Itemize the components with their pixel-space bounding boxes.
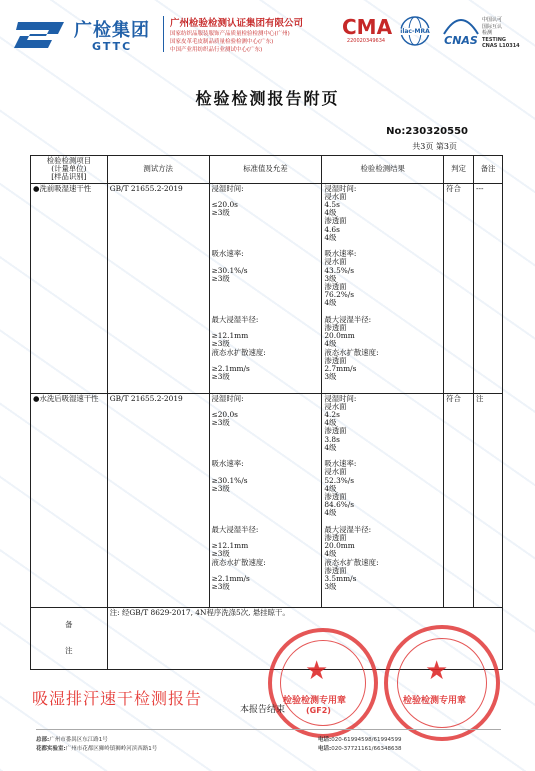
ilac-label: ilac-MRA xyxy=(396,28,434,35)
notes-label-char: 备 xyxy=(65,619,73,629)
cell-line: ≥2.1mm/s xyxy=(211,364,250,374)
cell-line: 浸湿时间: xyxy=(324,183,357,193)
notes-label-char: 注 xyxy=(65,646,73,656)
cell-line: 浸湿时间: xyxy=(324,393,357,403)
row-method: GB/T 21655.2-2019 xyxy=(107,183,209,393)
cell-line: 渗透面 xyxy=(324,216,347,226)
cell-line: ≥3级 xyxy=(211,418,230,428)
cell-line: 4级 xyxy=(324,483,337,493)
left-stamp-label: 检验检测专用章 xyxy=(283,696,347,706)
cma-number: 220020349634 xyxy=(346,38,386,44)
footer-phone xyxy=(318,735,402,743)
cell-line: 浸水面 xyxy=(324,257,347,267)
cnas-logo-icon xyxy=(440,12,482,52)
org-sub-line: 国家纺织品服装服饰产品质量检验检测中心(广州) xyxy=(170,31,290,37)
cell-line: 浸湿时间: xyxy=(211,393,244,403)
header-judgement: 判定 xyxy=(444,156,474,184)
ilac-mra-logo-icon xyxy=(396,14,434,52)
cell-line: ≥3级 xyxy=(211,273,230,283)
cell-line: 4.2s xyxy=(324,410,340,420)
overlay-title: 吸湿排汗速干检测报告 xyxy=(32,689,203,708)
footer-phone2-label: 电话: xyxy=(318,746,332,752)
row-remark: 注 xyxy=(474,393,503,607)
cell-line: 渗透面 xyxy=(324,282,347,292)
cell-line: 液态水扩散速度: xyxy=(211,347,266,357)
cell-line: ≥3级 xyxy=(211,549,230,559)
cnas-text-line: 国际互认 xyxy=(482,23,503,30)
cell-line: 渗透面 xyxy=(324,323,347,333)
footer-phone2-value: 020-37721161/66348638 xyxy=(331,746,402,752)
cell-line: 3级 xyxy=(324,273,337,283)
cell-line xyxy=(212,234,320,242)
cell-line: 20.0mm xyxy=(324,331,355,341)
cell-line: 4级 xyxy=(324,508,337,518)
cell-line: 4级 xyxy=(324,442,337,452)
cell-line: 吸水速率: xyxy=(211,459,244,469)
cell-line: 3.5mm/s xyxy=(324,574,357,584)
row-item: ●洗前吸湿速干性 xyxy=(31,183,108,393)
left-stamp-code: (GF2) xyxy=(306,706,331,715)
header-standard: 标准值及允差 xyxy=(209,156,322,184)
cell-line: 2.7mm/s xyxy=(324,364,357,374)
cell-line: 最大浸湿半径: xyxy=(324,524,372,534)
cell-line: 4.5s xyxy=(324,200,340,210)
cell-line xyxy=(212,493,320,501)
cell-line xyxy=(212,501,320,509)
cell-line: 吸水速率: xyxy=(324,459,357,469)
cell-line: ≥2.1mm/s xyxy=(211,574,250,584)
stamp-star-icon: ★ xyxy=(425,656,449,686)
row-judgement: 符合 xyxy=(444,393,474,607)
cnas-accreditation-text xyxy=(482,17,520,50)
header-item-line: [样品识别] xyxy=(51,172,87,182)
row-method: GB/T 21655.2-2019 xyxy=(107,393,209,607)
row-judgement: 符合 xyxy=(444,183,474,393)
cell-line: 浸水面 xyxy=(324,191,347,201)
right-stamp-label: 检验检测专用章 xyxy=(403,696,467,706)
cell-line: 吸水速率: xyxy=(211,249,244,259)
header-result: 检验检测结果 xyxy=(322,156,444,184)
cell-line: 4级 xyxy=(324,339,337,349)
cell-line xyxy=(212,427,320,435)
cell-line xyxy=(212,291,320,299)
cell-line: ≥3级 xyxy=(211,372,230,382)
cell-line: ≥12.1mm xyxy=(211,541,249,551)
cell-line: 4级 xyxy=(324,208,337,218)
footer-divider xyxy=(36,729,501,730)
cell-line: 最大浸湿半径: xyxy=(211,524,259,534)
org-name: 广州检验检测认证集团有限公司 xyxy=(170,18,304,29)
cell-line: 84.6%/s xyxy=(324,500,355,510)
page-title: 检验检测报告附页 xyxy=(195,89,340,108)
row-result xyxy=(322,183,444,393)
report-end-note: 本报告结束 xyxy=(240,705,286,715)
row-remark: --- xyxy=(474,183,503,393)
brand-name-en: GTTC xyxy=(92,40,133,53)
cell-line: 最大浸湿半径: xyxy=(324,314,372,324)
stamp-star-icon: ★ xyxy=(305,656,329,686)
notes-label xyxy=(31,607,108,669)
cell-line xyxy=(212,226,320,234)
cell-line: ≥12.1mm xyxy=(211,331,249,341)
cell-line xyxy=(212,217,320,225)
footer-phone-2 xyxy=(318,744,402,752)
page-info: 共3页 第3页 xyxy=(412,142,457,151)
cell-line xyxy=(212,436,320,444)
cell-line: ≥30.1%/s xyxy=(211,265,248,275)
cell-line: 4级 xyxy=(324,418,337,428)
header-item-line: (计量单位) xyxy=(51,164,87,174)
cell-line: 4级 xyxy=(324,298,337,308)
cell-line: 渗透面 xyxy=(324,426,347,436)
results-table xyxy=(30,155,503,670)
row-standard xyxy=(209,393,322,607)
cnas-arc-icon xyxy=(440,12,482,36)
cell-line: 浸湿时间: xyxy=(211,183,244,193)
cell-line: 吸水速率: xyxy=(324,249,357,259)
cell-line xyxy=(212,299,320,307)
row-result xyxy=(322,393,444,607)
cell-line: 浸水面 xyxy=(324,401,347,411)
cell-line: 浸水面 xyxy=(324,467,347,477)
org-sub-line: 国家皮革毛皮制品质量检验检测中心(广东) xyxy=(170,39,274,45)
cell-line: 渗透面 xyxy=(324,355,347,365)
cell-line: 4级 xyxy=(324,549,337,559)
cell-line: ≥3级 xyxy=(211,339,230,349)
header-method: 测试方法 xyxy=(107,156,209,184)
footer-address-label: 总部: xyxy=(36,737,50,743)
footer-address2-value: 广州市花都区狮岭镇狮岭河滨西路1号 xyxy=(65,746,158,752)
row-standard xyxy=(209,183,322,393)
table-row xyxy=(31,393,503,607)
cma-logo-icon xyxy=(342,15,393,50)
footer-phone-value: 020-61994598/61994599 xyxy=(331,737,402,743)
cell-line: 3级 xyxy=(324,582,337,592)
cell-line: 液态水扩散速度: xyxy=(324,347,379,357)
cell-line: 43.5%/s xyxy=(324,265,355,275)
row-item: ●水洗后吸湿速干性 xyxy=(31,393,108,607)
header-remark: 备注 xyxy=(474,156,503,184)
footer-address2-label: 花都实验室: xyxy=(36,746,66,752)
cnas-text-line: TESTING xyxy=(482,36,506,43)
cell-line: ≥30.1%/s xyxy=(211,475,248,485)
cell-line: 渗透面 xyxy=(324,533,347,543)
cell-line: 3.8s xyxy=(324,434,340,444)
footer-address-value: 广州市番禺区东江路1号 xyxy=(49,737,108,743)
cell-line xyxy=(212,283,320,291)
cell-line: 20.0mm xyxy=(324,541,355,551)
cell-line xyxy=(212,509,320,517)
header-item xyxy=(31,156,108,184)
brand-name-cn: 广检集团 xyxy=(74,20,150,41)
cell-line: 渗透面 xyxy=(324,492,347,502)
cell-line: 最大浸湿半径: xyxy=(211,314,259,324)
cell-line: ≥3级 xyxy=(211,208,230,218)
cell-line: ≤20.0s xyxy=(211,200,238,210)
header-divider xyxy=(163,16,164,52)
cell-line: 4.6s xyxy=(324,224,340,234)
cell-line: 4级 xyxy=(324,232,337,242)
notes-text: 注: 经GB/T 8629-2017, 4N程序洗涤5次, 悬挂晾干。 xyxy=(107,607,502,669)
header-item-line: 检验检测项目 xyxy=(46,156,92,165)
cell-line: 液态水扩散速度: xyxy=(324,557,379,567)
cnas-text-line: CNAS L10314 xyxy=(482,43,520,49)
cell-line: 76.2%/s xyxy=(324,290,355,300)
cell-line: ≥3级 xyxy=(211,582,230,592)
report-number: No:230320550 xyxy=(386,126,468,137)
cell-line: ≤20.0s xyxy=(211,410,238,420)
cnas-text-line: 中国认可 xyxy=(482,17,503,23)
table-header-row xyxy=(31,156,503,184)
cnas-label: CNAS xyxy=(444,34,478,47)
cell-line xyxy=(212,444,320,452)
footer-address xyxy=(36,735,108,743)
footer-address-2 xyxy=(36,744,157,752)
cell-line: 52.3%/s xyxy=(324,475,355,485)
gttc-logo-icon xyxy=(12,18,70,52)
cell-line: 渗透面 xyxy=(324,565,347,575)
cma-label: CMA xyxy=(342,15,393,39)
footer-phone-label: 电话: xyxy=(318,737,332,743)
cell-line: ≥3级 xyxy=(211,483,230,493)
table-row xyxy=(31,183,503,393)
cnas-text-line: 检测 xyxy=(482,30,493,36)
cell-line: 3级 xyxy=(324,372,337,382)
cell-line: 液态水扩散速度: xyxy=(211,557,266,567)
org-sub-line: 中国产业用纺织品行业测试中心(广东) xyxy=(170,47,263,53)
